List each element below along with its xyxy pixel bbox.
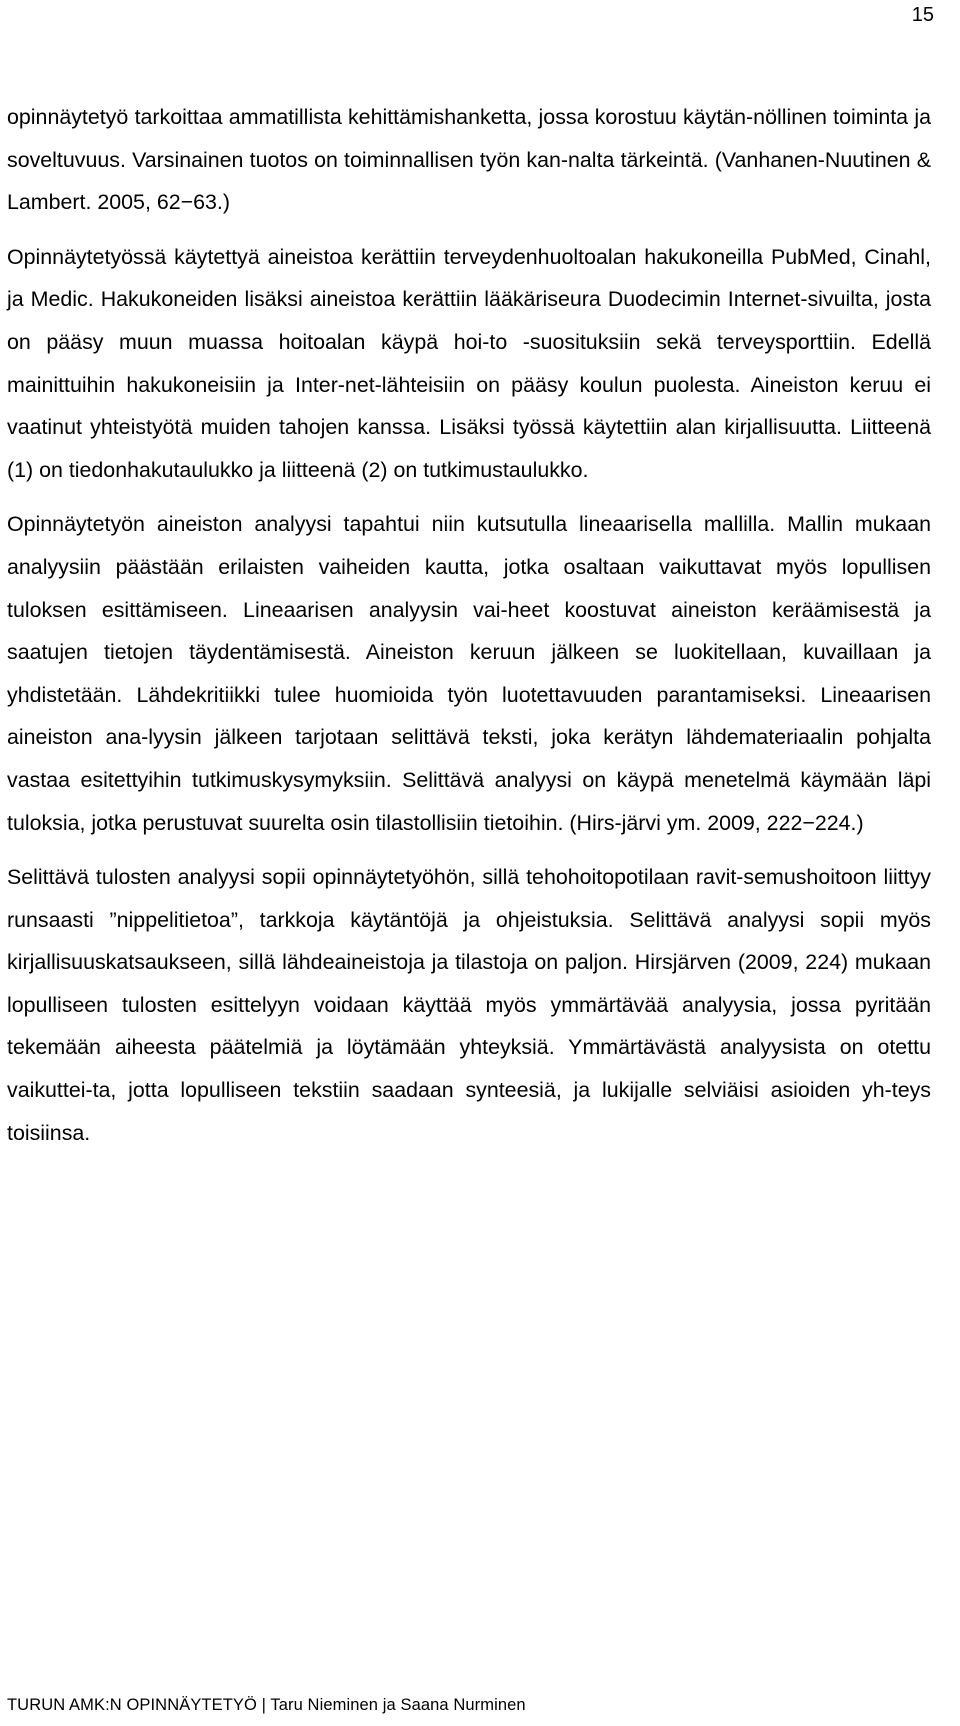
paragraph-2: Opinnäytetyössä käytettyä aineistoa kerättiin terveydenhuoltoalan hakukoneilla PubMed, Cinahl, ja Medic. Hakukoneiden lisäksi aineistoa kerättiin lääkäriseura Duodecimin Internet-sivuilta, josta on pääsy muun muassa hoitoalan käypä hoi-to -suosituksiin sekä terveysporttiin. Edellä mainittuihin hakukoneisiin ja Inter-net-lähteisiin on pääsy koulun puolesta. Aineiston keruu ei vaatinut yhteistyötä muiden tahojen kanssa. Lisäksi työssä käytettiin alan kirjallisuutta. Liitteenä (1) on tiedonhakutaulukko ja liitteenä (2) on tutkimustaulukko. bbox=[7, 244, 931, 482]
page-number: 15 bbox=[911, 4, 934, 26]
paragraph-3: Opinnäytetyön aineiston analyysi tapahtui niin kutsutulla lineaarisella mallilla. Mallin mukaan analyysiin päästään erilaisten vaiheiden kautta, jotka osaltaan vaikuttavat myös lopullisen tuloksen esittämiseen. Lineaarisen analyysin vai-heet koostuvat aineiston keräämisestä ja saatujen tietojen täydentämisestä. Aineiston keruun jälkeen se luokitellaan, kuvaillaan ja yhdistetään. Lähdekritiikki tulee huomioida työn luotettavuuden parantamiseksi. Lineaarisen aineiston ana-lyysin jälkeen tarjotaan selittävä teksti, joka kerätyn lähdemateriaalin pohjalta vastaa esitettyihin tutkimuskysymyksiin. Selittävä analyysi on käypä menetelmä käymään läpi tuloksia, jotka perustuvat suurelta osin tilastollisiin tietoihin. (Hirs-järvi ym. 2009, 222−224.) bbox=[7, 512, 931, 835]
page-footer: TURUN AMK:N OPINNÄYTETYÖ | Taru Nieminen ja Saana Nurminen bbox=[7, 1696, 526, 1714]
document-body bbox=[7, 96, 931, 1154]
paragraph-4: Selittävä tulosten analyysi sopii opinnäytetyöhön, sillä tehohoitopotilaan ravit-semushoitoon liittyy runsaasti ”nippelitietoa”, tarkkoja käytäntöjä ja ohjeistuksia. Selittävä analyysi sopii myös kirjallisuuskatsaukseen, sillä lähdeaineistoja ja tilastoja on paljon. Hirsjärven (2009, 224) mukaan lopulliseen tulosten esittelyyn voidaan käyttää myös ymmärtävää analyysia, jossa pyritään tekemään aiheesta päätelmiä ja löytämään yhteyksiä. Ymmärtävästä analyysista on otettu vaikuttei-ta, jotta lopulliseen tekstiin saadaan synteesiä, ja lukijalle selviäisi asioiden yh-teys toisiinsa. bbox=[7, 865, 931, 1145]
paragraph-1: opinnäytetyö tarkoittaa ammatillista kehittämishanketta, jossa korostuu käytän-nöllinen toiminta ja soveltuvuus. Varsinainen tuotos on toiminnallisen työn kan-nalta tärkeintä. (Vanhanen-Nuutinen & Lambert. 2005, 62−63.) bbox=[7, 105, 931, 215]
